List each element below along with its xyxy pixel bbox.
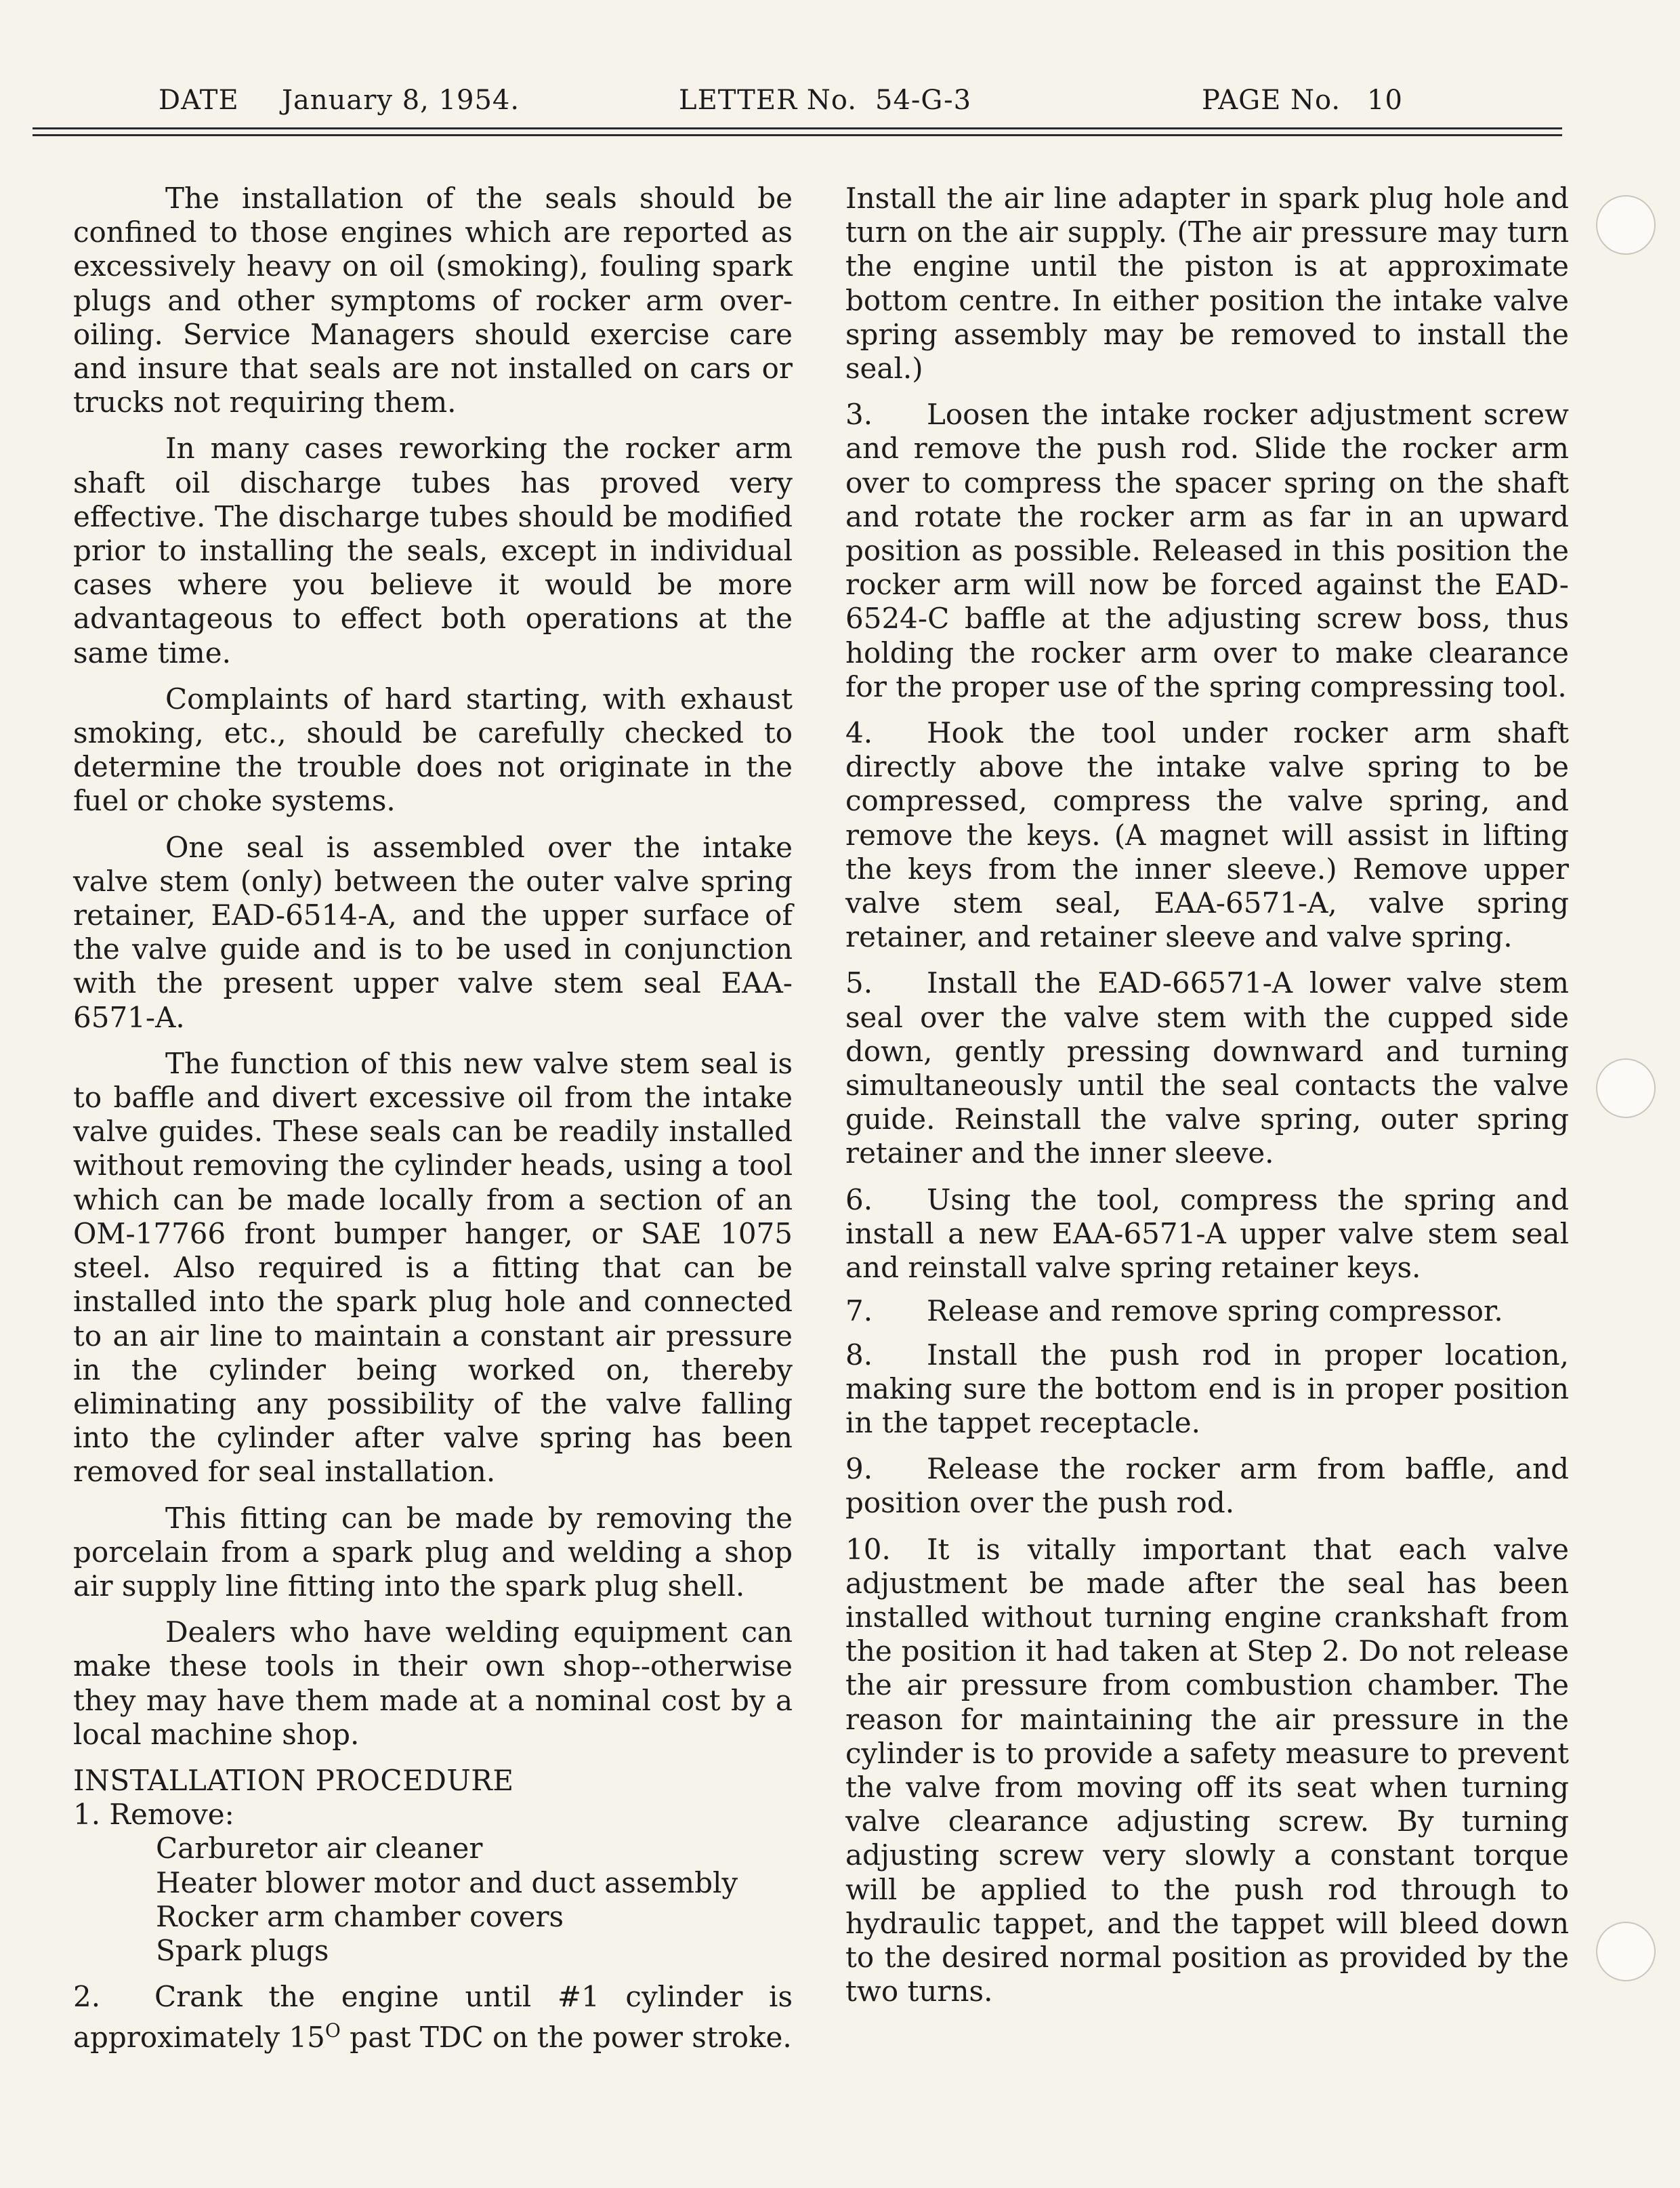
step-number: 3. <box>845 398 873 432</box>
page-number: 10 <box>1367 85 1403 116</box>
date-label: DATE <box>159 85 239 116</box>
letter-header <box>156 80 1484 121</box>
paragraph-seal-installation: The installation of the seals should be confined to those engines which are reported as excessively heavy on oil (smoking), fouling spark plugs and other symptoms of rocker arm over-oiling. Service Managers should exercise care and insure that seals are not installed on cars or trucks not requiring them. <box>73 182 793 419</box>
letter-label: LETTER No. <box>679 85 857 116</box>
step-text: Hook the tool under rocker arm shaft directly above the intake valve spring to be compressed, compress the valve spring, and remove the keys. (A magnet will assist in lifting the keys from the inner sleeve.) Remove upper valve stem seal, EAA-6571-A, valve spring retainer, and retainer sleeve and valve spring. <box>845 716 1569 954</box>
step-2-text: Crank the engine until #1 cylinder is approximately 15 <box>73 1980 793 2055</box>
paragraph-air-line: Install the air line adapter in spark plug hole and turn on the air supply. (The air pressure may turn the engine until the piston is at approximate bottom centre. In either position the intake valve spring assembly may be removed to install the seal.) <box>845 182 1569 386</box>
step-9 <box>845 1452 1569 1520</box>
paragraph-fitting: This fitting can be made by removing the porcelain from a spark plug and welding a shop air supply line fitting into the spark plug shell. <box>73 1501 793 1603</box>
remove-item: Carburetor air cleaner <box>156 1832 483 1865</box>
paragraph-seal-assembly: One seal is assembled over the intake valve stem (only) between the outer valve spring retainer, EAD-6514-A, and the upper surface of the valve guide and is to be used in conjunction with the present upper valve stem seal EAA-6571-A. <box>73 830 793 1034</box>
left-column <box>73 182 793 2055</box>
paragraph-dealers: Dealers who have welding equipment can make these tools in their own shop--otherwise they may have them made at a nominal cost by a local machine shop. <box>73 1615 793 1751</box>
step-text: Release and remove spring compressor. <box>927 1294 1503 1328</box>
step-number: 6. <box>845 1182 873 1216</box>
paragraph-discharge-tubes: In many cases reworking the rocker arm shaft oil discharge tubes has proved very effective. The discharge tubes should be modified prior to installing the seals, except in individual cases where you believe it would be more advantageous to effect both operations at the same time. <box>73 432 793 669</box>
step-5 <box>845 966 1569 1170</box>
binder-hole <box>1596 1058 1656 1118</box>
paragraph-seal-function: The function of this new valve stem seal is to baffle and divert excessive oil from the intake valve guides. These seals can be readily installed without removing the cylinder heads, using a tool which can be made locally from a section of an OM-17766 front bumper hanger, or SAE 1075 steel. Also required is a fitting that can be installed into the spark plug hole and connected to an air line to maintain a constant air pressure in the cylinder being worked on, thereby eliminating any possibility of the valve falling into the cylinder after valve spring has been removed for seal installation. <box>73 1046 793 1489</box>
step-7 <box>845 1294 1569 1328</box>
header-rule-top <box>33 127 1562 129</box>
step-number: 4. <box>845 716 873 750</box>
step-2-number: 2. <box>73 1980 101 2014</box>
paragraph-hard-starting: Complaints of hard starting, with exhaust smoking, etc., should be carefully checked to determine the trouble does not originate in the fuel or choke systems. <box>73 682 793 818</box>
step-text: Using the tool, compress the spring and install a new EAA-6571-A upper valve stem seal and reinstall valve spring retainer keys. <box>845 1182 1569 1285</box>
step-4 <box>845 716 1569 954</box>
step-number: 10. <box>845 1532 891 1566</box>
step-3 <box>845 398 1569 704</box>
remove-item: Heater blower motor and duct assembly <box>156 1865 738 1899</box>
binder-hole <box>1596 1922 1656 1981</box>
step-number: 9. <box>845 1452 873 1486</box>
header-rule-bottom <box>33 134 1562 136</box>
installation-procedure-heading: INSTALLATION PROCEDURE <box>73 1763 514 1797</box>
step-number: 7. <box>845 1294 873 1328</box>
page-label: PAGE No. <box>1202 85 1341 116</box>
step-text: Release the rocker arm from baffle, and position over the push rod. <box>845 1452 1569 1520</box>
step-2 <box>73 1980 793 2055</box>
letter-number: 54-G-3 <box>875 85 972 116</box>
step-2-tail: past TDC on the power stroke. <box>340 2021 792 2055</box>
step-6 <box>845 1183 1569 1285</box>
binder-hole <box>1596 195 1656 255</box>
step-number: 5. <box>845 966 873 1000</box>
step-text: It is vitally important that each valve adjustment be made after the seal has been installed without turning engine crankshaft from the position it had taken at Step 2. Do not release the air pressure from combustion chamber. The reason for maintaining the air pressure in the cylinder is to provide a safety measure to prevent the valve from moving off its seat when turning valve clearance adjusting screw. By turning adjusting screw very slowly a constant torque will be applied to the push rod through to hydraulic tappet, and the tappet will bleed down to the desired normal position as provided by the two turns. <box>845 1532 1569 2008</box>
remove-item: Spark plugs <box>156 1933 329 1967</box>
step-number: 8. <box>845 1338 873 1371</box>
step-text: Install the push rod in proper location, making sure the bottom end is in proper position in the tappet receptacle. <box>845 1338 1569 1439</box>
step-8 <box>845 1338 1569 1441</box>
step-text: Install the EAD-66571-A lower valve stem seal over the valve stem with the cupped side down, gently pressing downward and turning simultaneously until the seal contacts the valve guide. Reinstall the valve spring, outer spring retainer and the inner sleeve. <box>845 966 1569 1170</box>
step-1-label: 1. Remove: <box>73 1798 234 1832</box>
step-text: Loosen the intake rocker adjustment screw and remove the push rod. Slide the rocker arm over to compress the spacer spring on the shaft and rotate the rocker arm as far in an upward position as possible. Released in this position the rocker arm will now be forced against the EAD-6524-C baffle at the adjusting screw boss, thus holding the rocker arm over to make clearance for the proper use of the spring compressing tool. <box>845 398 1569 703</box>
degree-superscript: O <box>324 2019 341 2042</box>
date-value: January 8, 1954. <box>282 85 520 116</box>
remove-item: Rocker arm chamber covers <box>156 1899 564 1933</box>
step-10 <box>845 1533 1569 2009</box>
right-column <box>845 182 1569 2008</box>
